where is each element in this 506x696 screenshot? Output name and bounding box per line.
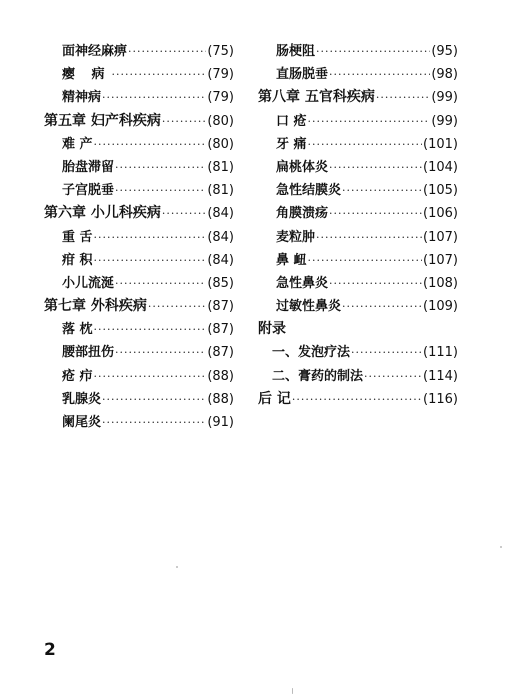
toc-chapter[interactable]: [44, 295, 234, 318]
dot-leader: [342, 179, 422, 202]
dot-leader: [148, 295, 206, 318]
toc-entry-page: (88): [207, 368, 234, 384]
dot-leader: [115, 156, 206, 179]
toc-entry[interactable]: [44, 388, 234, 411]
toc-entry-page: (91): [207, 415, 234, 430]
toc-entry[interactable]: [258, 295, 458, 318]
dot-leader: [351, 341, 422, 364]
toc-entry-title: 重 舌: [62, 229, 93, 245]
dot-leader: [115, 179, 206, 202]
toc-entry[interactable]: [258, 272, 458, 295]
toc-entry[interactable]: [258, 133, 458, 156]
toc-entry[interactable]: [258, 63, 458, 86]
toc-entry-page: (80): [207, 136, 234, 152]
dot-leader: [316, 226, 422, 249]
toc-entry-title: 急性鼻炎: [276, 275, 329, 291]
toc-chapter-title: 第六章 小儿科疾病: [44, 205, 161, 222]
dot-leader: [316, 40, 430, 63]
toc-entry[interactable]: [44, 272, 234, 295]
page-number: 2: [44, 640, 56, 660]
toc-chapter-title: 第五章 妇产科疾病: [44, 112, 161, 129]
toc-entry-title: 乳腺炎: [62, 391, 102, 407]
dot-leader: [102, 388, 206, 411]
dot-leader: [376, 86, 430, 109]
toc-entry[interactable]: [44, 63, 234, 86]
toc-entry-page: (106): [423, 206, 458, 222]
toc-entry-page: (109): [423, 299, 458, 315]
toc-entry-page: (87): [207, 322, 234, 338]
dot-leader: [292, 388, 422, 411]
dot-leader: [102, 411, 206, 434]
dot-leader: [308, 110, 431, 133]
dot-leader: [162, 110, 206, 133]
toc-entry-title: 扁桃体炎: [276, 159, 329, 175]
dot-leader: [329, 156, 422, 179]
toc-appendix-heading[interactable]: [258, 318, 458, 341]
toc-left-column: [44, 40, 234, 434]
toc-chapter-title: 第八章 五官科疾病: [258, 89, 375, 106]
toc-entry[interactable]: [258, 179, 458, 202]
toc-entry-page: (79): [207, 90, 234, 106]
toc-entry-title: 疳 积: [62, 252, 93, 268]
toc-entry[interactable]: [258, 226, 458, 249]
toc-entry-title: 鼻 衄: [276, 252, 307, 268]
toc-chapter-page: (87): [207, 299, 234, 315]
dot-leader: [115, 272, 206, 295]
toc-entry[interactable]: [258, 156, 458, 179]
dot-leader: [115, 341, 206, 364]
toc-entry-title: 口 疮: [276, 113, 307, 129]
toc-entry-page: (84): [207, 252, 234, 268]
toc-entry-page: (107): [423, 229, 458, 245]
toc-entry-title: 疮 疖: [62, 368, 93, 384]
toc-entry-page: (105): [423, 183, 458, 199]
toc-entry-page: (99): [431, 113, 458, 129]
toc-entry-page: (111): [423, 345, 458, 361]
toc-appendix-entry[interactable]: [258, 365, 458, 388]
toc-chapter-page: (99): [431, 90, 458, 106]
toc-entry-page: (87): [207, 345, 234, 361]
dot-leader: [94, 318, 207, 341]
dot-leader: [364, 365, 422, 388]
toc-entry-title: 肠梗阻: [276, 44, 316, 59]
toc-afterword[interactable]: [258, 388, 458, 411]
toc-entry-title: 落 枕: [62, 322, 93, 338]
toc-entry-page: (81): [207, 159, 234, 175]
toc-entry-title: 瘿 病: [62, 67, 111, 83]
toc-entry-title: 精神病: [62, 90, 102, 106]
toc-entry-title: 难 产: [62, 136, 93, 152]
dot-leader: [329, 272, 422, 295]
toc-entry[interactable]: [44, 226, 234, 249]
toc-entry-title: 胎盘滞留: [62, 159, 115, 175]
toc-entry[interactable]: [258, 249, 458, 272]
dot-leader: [94, 133, 207, 156]
toc-entry-page: (84): [207, 229, 234, 245]
dot-leader: [128, 40, 206, 63]
dot-leader: [102, 86, 206, 109]
toc-entry[interactable]: [44, 249, 234, 272]
scan-speck: [292, 688, 293, 694]
toc-entry[interactable]: [44, 341, 234, 364]
toc-appendix-title: 附录: [258, 321, 286, 338]
toc-entry-title: 一、发泡疗法: [272, 345, 351, 361]
toc-entry[interactable]: [44, 365, 234, 388]
dot-leader: [112, 63, 207, 86]
toc-entry-page: (95): [431, 44, 458, 59]
toc-entry-title: 过敏性鼻炎: [276, 299, 342, 315]
toc-entry-title: 急性结膜炎: [276, 183, 342, 199]
toc-chapter-title: 第七章 外科疾病: [44, 298, 147, 315]
toc-chapter[interactable]: [44, 110, 234, 133]
dot-leader: [94, 365, 207, 388]
toc-entry-title: 直肠脱垂: [276, 67, 329, 83]
toc-afterword-title: 后 记: [258, 390, 291, 407]
toc-entry-title: 麦粒肿: [276, 229, 316, 245]
toc-chapter[interactable]: [258, 86, 458, 109]
toc-entry[interactable]: [44, 133, 234, 156]
toc-chapter[interactable]: [44, 202, 234, 225]
dot-leader: [94, 249, 207, 272]
dot-leader: [308, 249, 423, 272]
toc-entry-title: 二、膏药的制法: [272, 368, 364, 384]
toc-entry-title: 角膜溃疡: [276, 206, 329, 222]
toc-entry[interactable]: [44, 156, 234, 179]
toc-appendix-entry[interactable]: [258, 341, 458, 364]
toc-entry-title: 牙 痛: [276, 136, 307, 152]
toc-entry[interactable]: [258, 202, 458, 225]
toc-right-column: [258, 40, 458, 411]
toc-entry[interactable]: [44, 86, 234, 109]
toc-entry-title: 阑尾炎: [62, 415, 102, 430]
toc-entry[interactable]: [258, 40, 458, 63]
dot-leader: [329, 63, 430, 86]
toc-entry-title: 面神经麻痹: [62, 44, 128, 59]
toc-chapter-page: (84): [207, 206, 234, 222]
toc-entry-page: (104): [423, 159, 458, 175]
toc-entry-page: (81): [207, 183, 234, 199]
dot-leader: [329, 202, 422, 225]
toc-entry-page: (79): [207, 67, 234, 83]
dot-leader: [162, 202, 206, 225]
toc-afterword-page: (116): [423, 391, 458, 407]
toc-entry-title: 小儿流涎: [62, 275, 115, 291]
toc-entry-page: (101): [423, 136, 458, 152]
scan-speck: [500, 546, 502, 548]
dot-leader: [308, 133, 423, 156]
scan-speck: [176, 566, 178, 568]
toc-entry-page: (107): [423, 252, 458, 268]
toc-entry[interactable]: [44, 40, 234, 63]
dot-leader: [94, 226, 207, 249]
toc-entry[interactable]: [44, 179, 234, 202]
toc-entry-page: (108): [423, 275, 458, 291]
toc-entry-page: (75): [207, 44, 234, 59]
toc-entry-page: (88): [207, 391, 234, 407]
toc-entry[interactable]: [44, 318, 234, 341]
toc-chapter-page: (80): [207, 113, 234, 129]
toc-entry[interactable]: [44, 411, 234, 434]
toc-entry[interactable]: [258, 110, 458, 133]
toc-entry-title: 腰部扭伤: [62, 345, 115, 361]
toc-entry-title: 子宫脱垂: [62, 183, 115, 199]
toc-entry-page: (114): [423, 368, 458, 384]
dot-leader: [342, 295, 422, 318]
toc-entry-page: (98): [431, 67, 458, 83]
toc-entry-page: (85): [207, 275, 234, 291]
